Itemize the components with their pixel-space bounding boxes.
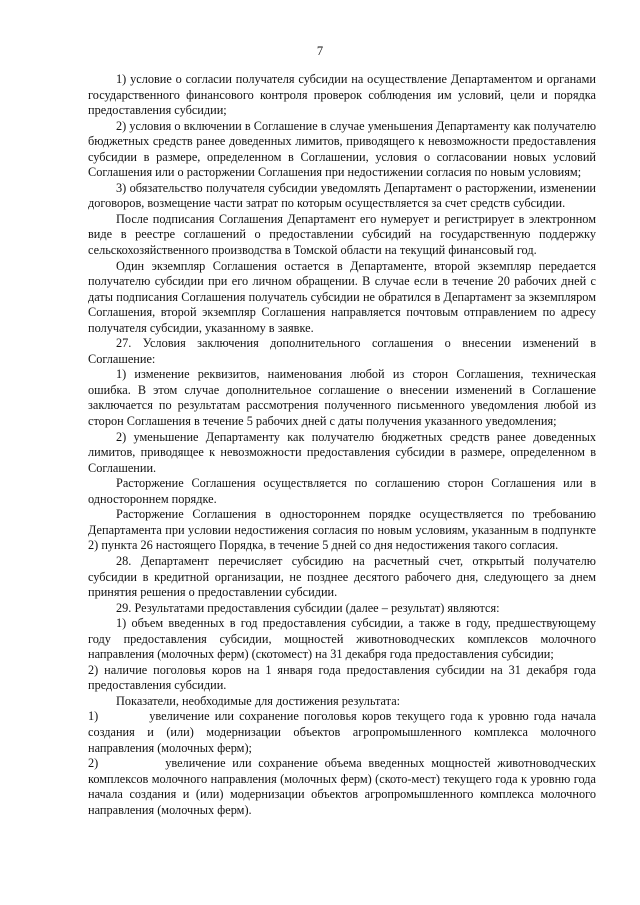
paragraph-copy-transfer: Один экземпляр Соглашения остается в Департаменте, второй экземпляр передается получателю субсидии при его личном обращении. В случае если в течение 20 рабочих дней с даты подписания Соглашения получатель субсидии не обратился в Департамент за экземпляром Соглашения, второй экземпляр Соглашения направляется почтовым отправлением по адресу получателя субсидии, указанному в заявке. — [88, 258, 596, 335]
paragraph-item-28: 28. Департамент перечисляет субсидию на расчетный счет, открытый получателю субсидии в кредитной организации, не позднее десятого рабочего дня, следующего за днем принятия решения о предоставлении субсидии. — [88, 553, 596, 600]
paragraph-indicators: Показатели, необходимые для достижения результата: — [116, 693, 401, 708]
paragraph-item-27: 27. Условия заключения дополнительного соглашения о внесении изменений в Соглашение: — [88, 336, 596, 366]
paragraph-termination: Расторжение Соглашения осуществляется по соглашению сторон Соглашения или в одностороннем порядке. — [88, 476, 596, 506]
paragraph-indicator-1: 1) увеличение или сохранение поголовья коров текущего года к уровню года начала создания и (или) модернизации объектов агропромышленного комплекса молочного направления (молочных ферм); — [88, 709, 596, 755]
paragraph-unilateral-termination: Расторжение Соглашения в одностороннем порядке осуществляется по требованию Департамента при условии недостижения согласия по новым условиям, указанным в подпункте 2) пункта 26 настоящего Порядка, в течение 5 дней со дня недостижения такого согласия. — [88, 507, 596, 553]
paragraph-condition-consent: 1) условие о согласии получателя субсидии на осуществление Департаментом и органами государственного финансового контроля проверок соблюдения им условий, цели и порядка предоставления субсидии; — [88, 72, 596, 118]
paragraph-item-27-2: 2) уменьшение Департаменту как получателю бюджетных средств ранее доведенных лимитов, приводящее к невозможности предоставления субсидии в размере, определенном в Соглашении. — [88, 429, 596, 475]
paragraph-indicator-2: 2) увеличение или сохранение объема введенных мощностей животноводческих комплексов молочного направления (молочных ферм) (ското-мест) текущего года к уровню года начала создания и (или) модернизации объектов агропромышленного комплекса молочного направления (молочных ферм). — [88, 756, 596, 817]
paragraph-item-27-1: 1) изменение реквизитов, наименования любой из сторон Соглашения, техническая ошибка. В этом случае дополнительное соглашение о внесении изменений в Соглашение заключается по результатам рассмотрения полученного письменного уведомления любой из сторон Соглашения в течение 5 рабочих дней с даты получения указанного уведомления; — [88, 367, 596, 429]
paragraph-obligation-notify: 3) обязательство получателя субсидии уведомлять Департамент о расторжении, изменении договоров, возмещение части затрат по которым осуществляется за счет средств субсидии. — [88, 180, 596, 211]
paragraph-registration: После подписания Соглашения Департамент его нумерует и регистрирует в электронном виде в реестре соглашений о предоставлении субсидий на государственную поддержку сельскохозяйственного производства в Томской области на текущий финансовый год. — [88, 211, 596, 258]
paragraph-result-1: 1) объем введенных в год предоставления субсидии, а также в году, предшествующему году предоставления субсидии, мощностей животноводческих комплексов молочного направления (молочных ферм) (скотомест) на 31 декабря года предоставления субсидии; — [88, 616, 596, 662]
paragraph-item-29: 29. Результатами предоставления субсидии (далее – результат) являются: — [116, 600, 500, 615]
page-number: 7 — [316, 44, 324, 58]
paragraph-condition-limits: 2) условия о включении в Соглашение в случае уменьшения Департаменту как получателю бюджетных средств ранее доведенных лимитов, приводящего к невозможности предоставления субсидии в размере, определенном в Соглашении, условия о согласовании новых условий Соглашения или о расторжении Соглашения при недостижении согласия по новым условиям; — [88, 118, 596, 180]
document-body — [88, 72, 596, 818]
paragraph-result-2: 2) наличие поголовья коров на 1 января года предоставления субсидии на 31 декабря года предоставления субсидии. — [88, 662, 596, 693]
